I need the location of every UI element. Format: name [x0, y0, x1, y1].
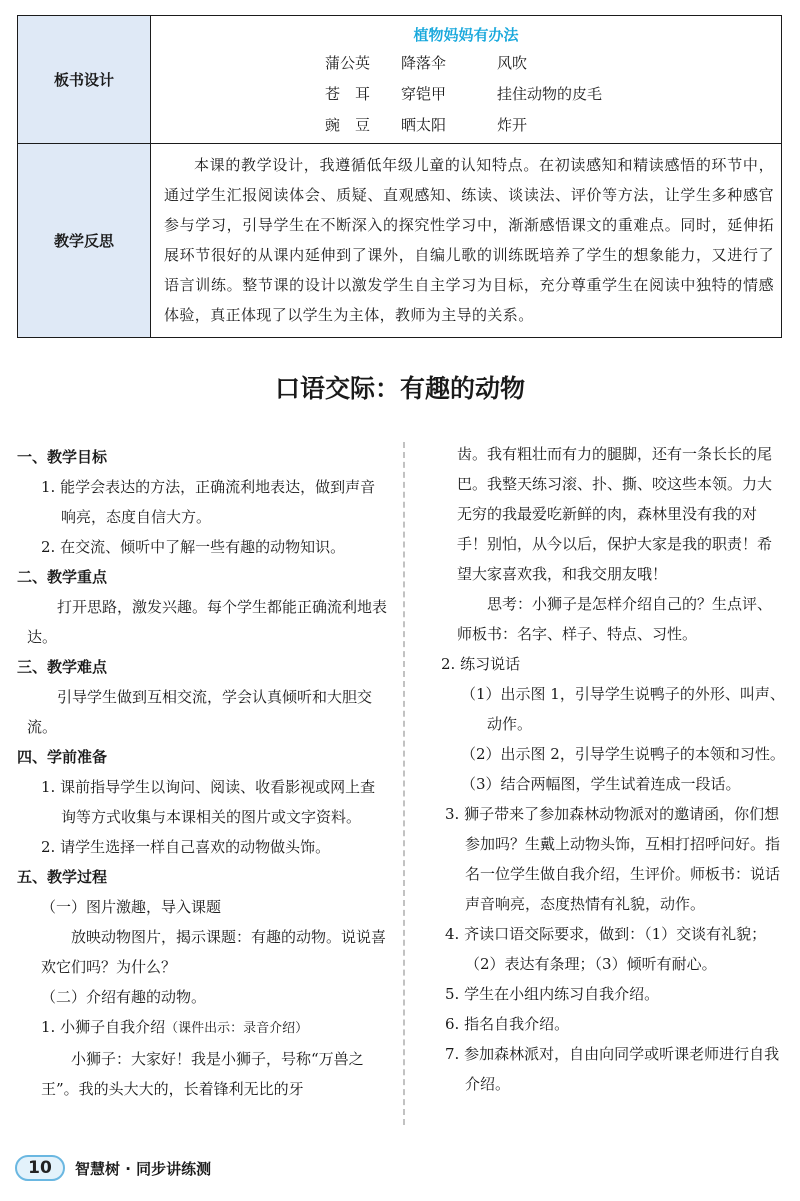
page-number: 10	[15, 1155, 65, 1181]
right-column	[421, 439, 786, 1099]
board-cell: 蒲公英	[325, 54, 371, 72]
reflection-row	[18, 144, 781, 337]
reflection-text: 本课的教学设计，我遵循低年级儿童的认知特点。在初读感知和精读感悟的环节中，通过学生汇报阅读体会、质疑、直观感知、练读、谈读法、评价等方法，让学生多种感官参与学习，引导学生在不断深入的探究性学习中，渐渐感悟课文的重难点。同时，延伸拓展环节很好的从课内延伸到了课外，自编儿歌的训练既培养了学生的想象能力，又进行了语言训练。整节课的设计以激发学生自主学习为目标，充分尊重学生在阅读中独特的情感体验，真正体现了以学生为主体，教师为主导的关系。	[164, 156, 774, 324]
process-item: 5. 学生在小组内练习自我介绍。	[445, 985, 660, 1003]
board-cell: 晒太阳	[401, 116, 447, 134]
lion-speech-continued: 齿。我有粗壮而有力的腿脚，还有一条长长的尾巴。我整天练习滚、扑、撕、咬这些本领。力大无穷的我最爱吃新鲜的肉，森林里没有我的对手！别怕，从今以后，保护大家是我的职责！希望大家喜欢我，和我交朋友哦！	[457, 445, 773, 583]
practice-item: （2）出示图 2，引导学生说鸭子的本领和习性。	[461, 745, 785, 763]
heading-preparation: 四、学前准备	[17, 748, 108, 766]
board-cell: 豌 豆	[325, 116, 371, 134]
board-cell: 苍 耳	[325, 85, 371, 103]
lion-intro-note: （课件出示：录音介绍）	[165, 1021, 309, 1036]
lesson-table	[17, 15, 782, 338]
process-item: 3. 狮子带来了参加森林动物派对的邀请函，你们想参加吗？生戴上动物头饰，互相打招呼问好。指名一位学生做自我介绍，生评价。师板书：说话声音响亮，态度热情有礼貌，动作。	[445, 805, 781, 913]
key-points-text: 打开思路，激发兴趣。每个学生都能正确流利地表达。	[27, 598, 388, 646]
reflection-label: 教学反思	[18, 144, 151, 337]
process-step-2: （二）介绍有趣的动物。	[41, 988, 207, 1006]
practice-heading: 2. 练习说话	[441, 655, 521, 673]
practice-item: （3）结合两幅图，学生试着连成一段话。	[461, 775, 741, 793]
board-cell: 降落伞	[401, 54, 447, 72]
process-item: 4. 齐读口语交际要求，做到：（1）交谈有礼貌；（2）表达有条理；（3）倾听有耐心。	[445, 925, 767, 973]
process-item: 7. 参加森林派对，自由向同学或听课老师进行自我介绍。	[445, 1045, 780, 1093]
process-step-1: （一）图片激趣，导入课题	[41, 898, 222, 916]
column-divider	[403, 442, 405, 1125]
lion-speech-start: 小狮子：大家好！我是小狮子，号称“万兽之王”。我的头大大的，长着锋利无比的牙	[41, 1050, 364, 1098]
lion-intro-heading	[17, 1012, 387, 1044]
section-title: 口语交际：有趣的动物	[274, 374, 525, 403]
board-cell: 穿铠甲	[401, 85, 447, 103]
process-item: 6. 指名自我介绍。	[445, 1015, 570, 1033]
goal-item: 2. 在交流、倾听中了解一些有趣的动物知识。	[41, 538, 346, 556]
page-footer	[15, 1153, 275, 1183]
heading-process: 五、教学过程	[17, 868, 108, 886]
board-title: 植物妈妈有办法	[413, 26, 519, 44]
board-design-label: 板书设计	[18, 16, 151, 143]
prep-item: 2. 请学生选择一样自己喜欢的动物做头饰。	[41, 838, 331, 856]
board-cell: 挂住动物的皮毛	[497, 85, 603, 103]
difficulties-text: 引导学生做到互相交流，学会认真倾听和大胆交流。	[27, 688, 373, 736]
practice-item: （1）出示图 1，引导学生说鸭子的外形、叫声、动作。	[461, 685, 785, 733]
think-text: 思考：小狮子是怎样介绍自己的？生点评、师板书：名字、样子、特点、习性。	[457, 595, 773, 643]
heading-key-points: 二、教学重点	[17, 568, 108, 586]
process-step-1-text: 放映动物图片，揭示课题：有趣的动物。说说喜欢它们吗？为什么？	[41, 928, 387, 976]
prep-item: 1. 课前指导学生以询问、阅读、收看影视或网上查询等方式收集与本课相关的图片或文字资料。	[41, 778, 376, 826]
board-cell: 炸开	[497, 116, 528, 134]
heading-goals: 一、教学目标	[17, 448, 108, 466]
left-column	[17, 442, 387, 1104]
board-cell: 风吹	[497, 54, 528, 72]
goal-item: 1. 能学会表达的方法，正确流利地表达，做到声音响亮，态度自信大方。	[41, 478, 376, 526]
board-design-row	[18, 16, 781, 144]
heading-difficulties: 三、教学难点	[17, 658, 108, 676]
book-title: 智慧树 · 同步讲练测	[75, 1159, 212, 1178]
lion-intro-label: 1. 小狮子自我介绍	[41, 1018, 166, 1036]
